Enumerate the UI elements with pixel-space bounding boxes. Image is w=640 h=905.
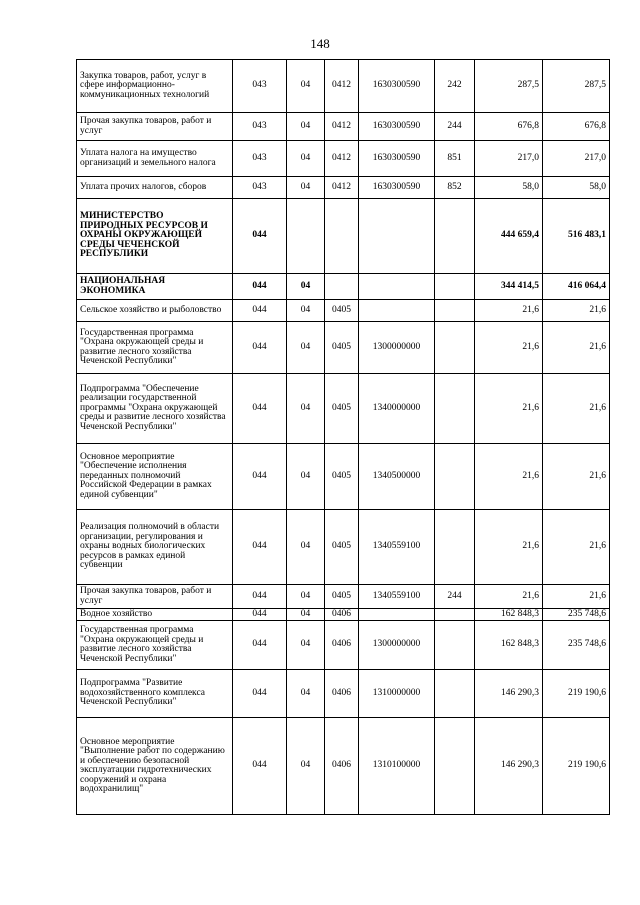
cell-section-code: 04	[287, 177, 325, 199]
cell-subsection-code: 0412	[325, 141, 359, 177]
cell-expense-code	[435, 670, 475, 718]
cell-amount-2: 21,6	[543, 444, 610, 510]
cell-amount-2: 21,6	[543, 510, 610, 585]
table-row	[77, 274, 610, 300]
cell-name: Водное хозяйство	[77, 609, 233, 621]
cell-subsection-code: 0406	[325, 670, 359, 718]
cell-section-code: 04	[287, 60, 325, 113]
cell-expense-code	[435, 621, 475, 670]
cell-amount-2: 219 190,6	[543, 718, 610, 815]
cell-target-code: 1630300590	[359, 113, 435, 141]
cell-subsection-code	[325, 199, 359, 274]
cell-amount-2: 21,6	[543, 585, 610, 609]
cell-target-code: 1630300590	[359, 141, 435, 177]
cell-name: Прочая закупка товаров, работ и услуг	[77, 585, 233, 609]
cell-section-code: 04	[287, 585, 325, 609]
cell-amount-1: 162 848,3	[475, 621, 543, 670]
table-row	[77, 374, 610, 444]
cell-amount-2: 21,6	[543, 322, 610, 374]
cell-amount-1: 21,6	[475, 510, 543, 585]
cell-section-code	[287, 199, 325, 274]
cell-amount-1: 21,6	[475, 444, 543, 510]
cell-section-code: 04	[287, 300, 325, 322]
cell-section-code: 04	[287, 322, 325, 374]
cell-name: Основное мероприятие "Выполнение работ по содержанию и обеспечению безопасной эксплуатации гидротехнических сооружений и охрана водохранилищ"	[77, 718, 233, 815]
cell-section-code: 04	[287, 113, 325, 141]
cell-target-code	[359, 609, 435, 621]
cell-target-code: 1630300590	[359, 60, 435, 113]
cell-expense-code: 851	[435, 141, 475, 177]
cell-target-code: 1300000000	[359, 621, 435, 670]
table-row	[77, 322, 610, 374]
cell-subsection-code: 0406	[325, 609, 359, 621]
cell-subsection-code: 0405	[325, 510, 359, 585]
cell-amount-1: 58,0	[475, 177, 543, 199]
cell-amount-1: 146 290,3	[475, 718, 543, 815]
cell-amount-1: 21,6	[475, 374, 543, 444]
cell-ministry-code: 044	[233, 609, 287, 621]
table-row	[77, 199, 610, 274]
cell-expense-code: 852	[435, 177, 475, 199]
cell-ministry-code: 044	[233, 510, 287, 585]
table-row	[77, 141, 610, 177]
cell-amount-1: 21,6	[475, 300, 543, 322]
table-row	[77, 177, 610, 199]
cell-section-code: 04	[287, 609, 325, 621]
cell-amount-2: 235 748,6	[543, 609, 610, 621]
cell-name: Подпрограмма "Развитие водохозяйственного комплекса Чеченской Республики"	[77, 670, 233, 718]
cell-expense-code	[435, 510, 475, 585]
cell-target-code: 1340559100	[359, 585, 435, 609]
cell-subsection-code: 0405	[325, 585, 359, 609]
cell-expense-code	[435, 199, 475, 274]
cell-subsection-code: 0412	[325, 113, 359, 141]
cell-amount-1: 217,0	[475, 141, 543, 177]
budget-table	[76, 59, 610, 815]
cell-expense-code: 242	[435, 60, 475, 113]
cell-target-code: 1310100000	[359, 718, 435, 815]
cell-target-code	[359, 300, 435, 322]
cell-ministry-code: 044	[233, 444, 287, 510]
cell-ministry-code: 044	[233, 585, 287, 609]
cell-expense-code	[435, 300, 475, 322]
cell-ministry-code: 044	[233, 670, 287, 718]
cell-ministry-code: 044	[233, 621, 287, 670]
cell-subsection-code: 0406	[325, 718, 359, 815]
cell-section-code: 04	[287, 670, 325, 718]
cell-amount-2: 676,8	[543, 113, 610, 141]
cell-amount-1: 162 848,3	[475, 609, 543, 621]
cell-section-code: 04	[287, 621, 325, 670]
cell-name: Сельское хозяйство и рыболовство	[77, 300, 233, 322]
cell-subsection-code: 0405	[325, 322, 359, 374]
cell-section-code: 04	[287, 444, 325, 510]
cell-name: МИНИСТЕРСТВО ПРИРОДНЫХ РЕСУРСОВ И ОХРАНЫ ОКРУЖАЮЩЕЙ СРЕДЫ ЧЕЧЕНСКОЙ РЕСПУБЛИКИ	[77, 199, 233, 274]
cell-amount-1: 676,8	[475, 113, 543, 141]
cell-amount-1: 146 290,3	[475, 670, 543, 718]
cell-section-code: 04	[287, 274, 325, 300]
cell-amount-2: 21,6	[543, 300, 610, 322]
table-row	[77, 609, 610, 621]
table-row	[77, 718, 610, 815]
cell-target-code: 1300000000	[359, 322, 435, 374]
cell-amount-2: 58,0	[543, 177, 610, 199]
cell-ministry-code: 044	[233, 300, 287, 322]
cell-amount-2: 516 483,1	[543, 199, 610, 274]
cell-amount-2: 21,6	[543, 374, 610, 444]
cell-amount-2: 416 064,4	[543, 274, 610, 300]
cell-expense-code: 244	[435, 585, 475, 609]
cell-ministry-code: 043	[233, 141, 287, 177]
cell-subsection-code	[325, 274, 359, 300]
table-row	[77, 621, 610, 670]
cell-subsection-code: 0412	[325, 60, 359, 113]
cell-name: Основное мероприятие "Обеспечение исполнения переданных полномочий Российской Федерации в рамках единой субвенции"	[77, 444, 233, 510]
cell-name: Уплата прочих налогов, сборов	[77, 177, 233, 199]
cell-expense-code: 244	[435, 113, 475, 141]
cell-amount-1: 287,5	[475, 60, 543, 113]
cell-subsection-code: 0405	[325, 444, 359, 510]
table-row	[77, 585, 610, 609]
cell-expense-code	[435, 322, 475, 374]
cell-subsection-code: 0405	[325, 374, 359, 444]
cell-ministry-code: 044	[233, 374, 287, 444]
cell-name: Прочая закупка товаров, работ и услуг	[77, 113, 233, 141]
cell-amount-2: 287,5	[543, 60, 610, 113]
cell-ministry-code: 044	[233, 718, 287, 815]
cell-name: Государственная программа "Охрана окружающей среды и развитие лесного хозяйства Чеченской Республики"	[77, 322, 233, 374]
cell-amount-2: 217,0	[543, 141, 610, 177]
cell-name: Закупка товаров, работ, услуг в сфере информационно-коммуникационных технологий	[77, 60, 233, 113]
cell-ministry-code: 044	[233, 199, 287, 274]
cell-ministry-code: 043	[233, 60, 287, 113]
cell-name: Подпрограмма "Обеспечение реализации государственной программы "Охрана окружающей среды и развитие лесного хозяйства Чеченской Республики"	[77, 374, 233, 444]
cell-ministry-code: 044	[233, 322, 287, 374]
cell-target-code	[359, 199, 435, 274]
cell-section-code: 04	[287, 374, 325, 444]
cell-ministry-code: 043	[233, 113, 287, 141]
cell-target-code: 1340559100	[359, 510, 435, 585]
cell-expense-code	[435, 274, 475, 300]
table-row	[77, 113, 610, 141]
cell-amount-2: 235 748,6	[543, 621, 610, 670]
cell-amount-1: 21,6	[475, 585, 543, 609]
cell-target-code: 1310000000	[359, 670, 435, 718]
cell-expense-code	[435, 718, 475, 815]
cell-subsection-code: 0412	[325, 177, 359, 199]
cell-ministry-code: 043	[233, 177, 287, 199]
cell-section-code: 04	[287, 510, 325, 585]
cell-target-code	[359, 274, 435, 300]
table-row	[77, 444, 610, 510]
cell-target-code: 1340000000	[359, 374, 435, 444]
cell-subsection-code: 0406	[325, 621, 359, 670]
cell-section-code: 04	[287, 141, 325, 177]
cell-amount-2: 219 190,6	[543, 670, 610, 718]
cell-target-code: 1340500000	[359, 444, 435, 510]
cell-expense-code	[435, 374, 475, 444]
cell-section-code: 04	[287, 718, 325, 815]
table-row	[77, 510, 610, 585]
cell-amount-1: 344 414,5	[475, 274, 543, 300]
cell-amount-1: 444 659,4	[475, 199, 543, 274]
table-body	[77, 60, 610, 815]
cell-ministry-code: 044	[233, 274, 287, 300]
cell-name: Реализация полномочий в области организации, регулирования и охраны водных биологических ресурсов в рамках единой субвенции	[77, 510, 233, 585]
cell-expense-code	[435, 444, 475, 510]
cell-target-code: 1630300590	[359, 177, 435, 199]
table-row	[77, 670, 610, 718]
cell-name: Уплата налога на имущество организаций и земельного налога	[77, 141, 233, 177]
cell-amount-1: 21,6	[475, 322, 543, 374]
table-row	[77, 60, 610, 113]
cell-name: НАЦИОНАЛЬНАЯ ЭКОНОМИКА	[77, 274, 233, 300]
cell-name: Государственная программа "Охрана окружающей среды и развитие лесного хозяйства Чеченской Республики"	[77, 621, 233, 670]
page-number: 148	[310, 36, 330, 51]
cell-expense-code	[435, 609, 475, 621]
cell-subsection-code: 0405	[325, 300, 359, 322]
table-row	[77, 300, 610, 322]
